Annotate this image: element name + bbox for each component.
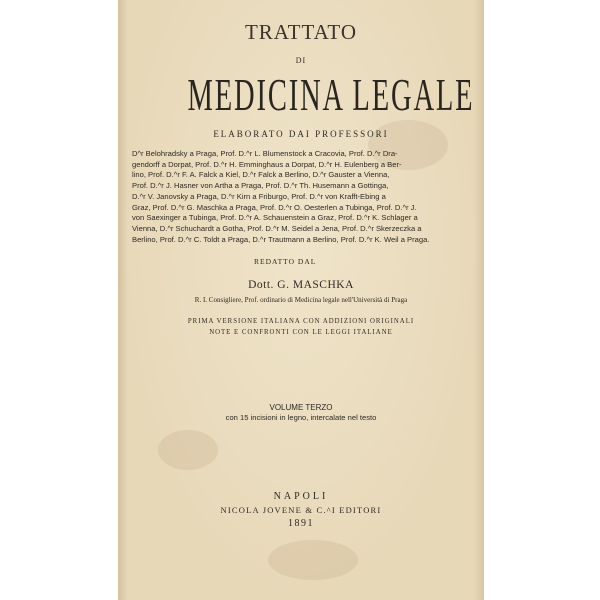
imprint-publisher: NICOLA JOVENE & C.^I EDITORI	[220, 505, 382, 515]
professors-line: D^r Belohradsky a Praga, Prof. D.^r L. Blumenstock a Cracovia, Prof. D.^r Dra-	[132, 149, 398, 158]
professors-line: Vienna, D.^r Schuchardt a Gotha, Prof. D.^r M. Seidel a Jena, Prof. D.^r Skerzeczka a	[132, 223, 422, 233]
title-page	[118, 0, 484, 600]
professors-line: D.^r V. Janovsky a Praga, D.^r Kirn a Friburgo, Prof. D.^r von Krafft-Ebing a	[132, 191, 386, 201]
paper-stain	[158, 430, 218, 470]
professors-line: Prof. D.^r J. Hasner von Artha a Praga, Prof. D.^r Th. Husemann a Gottinga,	[132, 181, 389, 191]
editor-name: Dott. G. MASCHKA	[248, 279, 354, 291]
professors-line: Berlino, Prof. D.^r C. Toldt a Praga, D.^r Trautmann a Berlino, Prof. D.^r K. Weil a Praga.	[132, 234, 430, 244]
illustrations-note: con 15 incisioni in legno, intercalate nel testo	[225, 413, 377, 422]
redatto-label: REDATTO DAL	[254, 257, 317, 266]
title-top: TRATTATO	[244, 20, 358, 44]
laws-note: NOTE E CONFRONTI CON LE LEGGI ITALIANE	[209, 329, 393, 336]
professors-list	[132, 149, 470, 245]
professors-line: lino, Prof. D.^r F. A. Falck a Kiel, D.^r Falck a Berlino, D.^r Gauster a Vienna,	[132, 170, 390, 180]
professors-line: Graz, Prof. D.^r G. Maschka a Praga, Prof. D.^r O. Oesterlen a Tubinga, Prof. D.^r J.	[132, 202, 417, 212]
title-main: MEDICINA LEGALE	[187, 69, 475, 120]
professors-line: gendorff a Dorpat, Prof. D.^r H. Emminghaus a Dorpat, D.^r H. Eulenberg a Ber-	[132, 159, 402, 169]
paper-stain	[268, 540, 358, 580]
title-di: DI	[295, 56, 307, 65]
elaborato-heading: ELABORATO DAI PROFESSORI	[213, 129, 389, 139]
imprint-city: NAPOLI	[273, 491, 329, 502]
professors-line: von Saexinger a Tubinga, Prof. D.^r A. Schauenstein a Graz, Prof. D.^r K. Schlager a	[132, 213, 418, 223]
imprint-year: 1891	[288, 518, 314, 529]
edition-note: PRIMA VERSIONE ITALIANA CON ADDIZIONI ORIGINALI	[187, 318, 415, 325]
volume-label: VOLUME TERZO	[269, 403, 333, 412]
editor-title: R. I. Consigliere, Prof. ordinario di Medicina legale nell'Università di Praga	[194, 296, 408, 304]
